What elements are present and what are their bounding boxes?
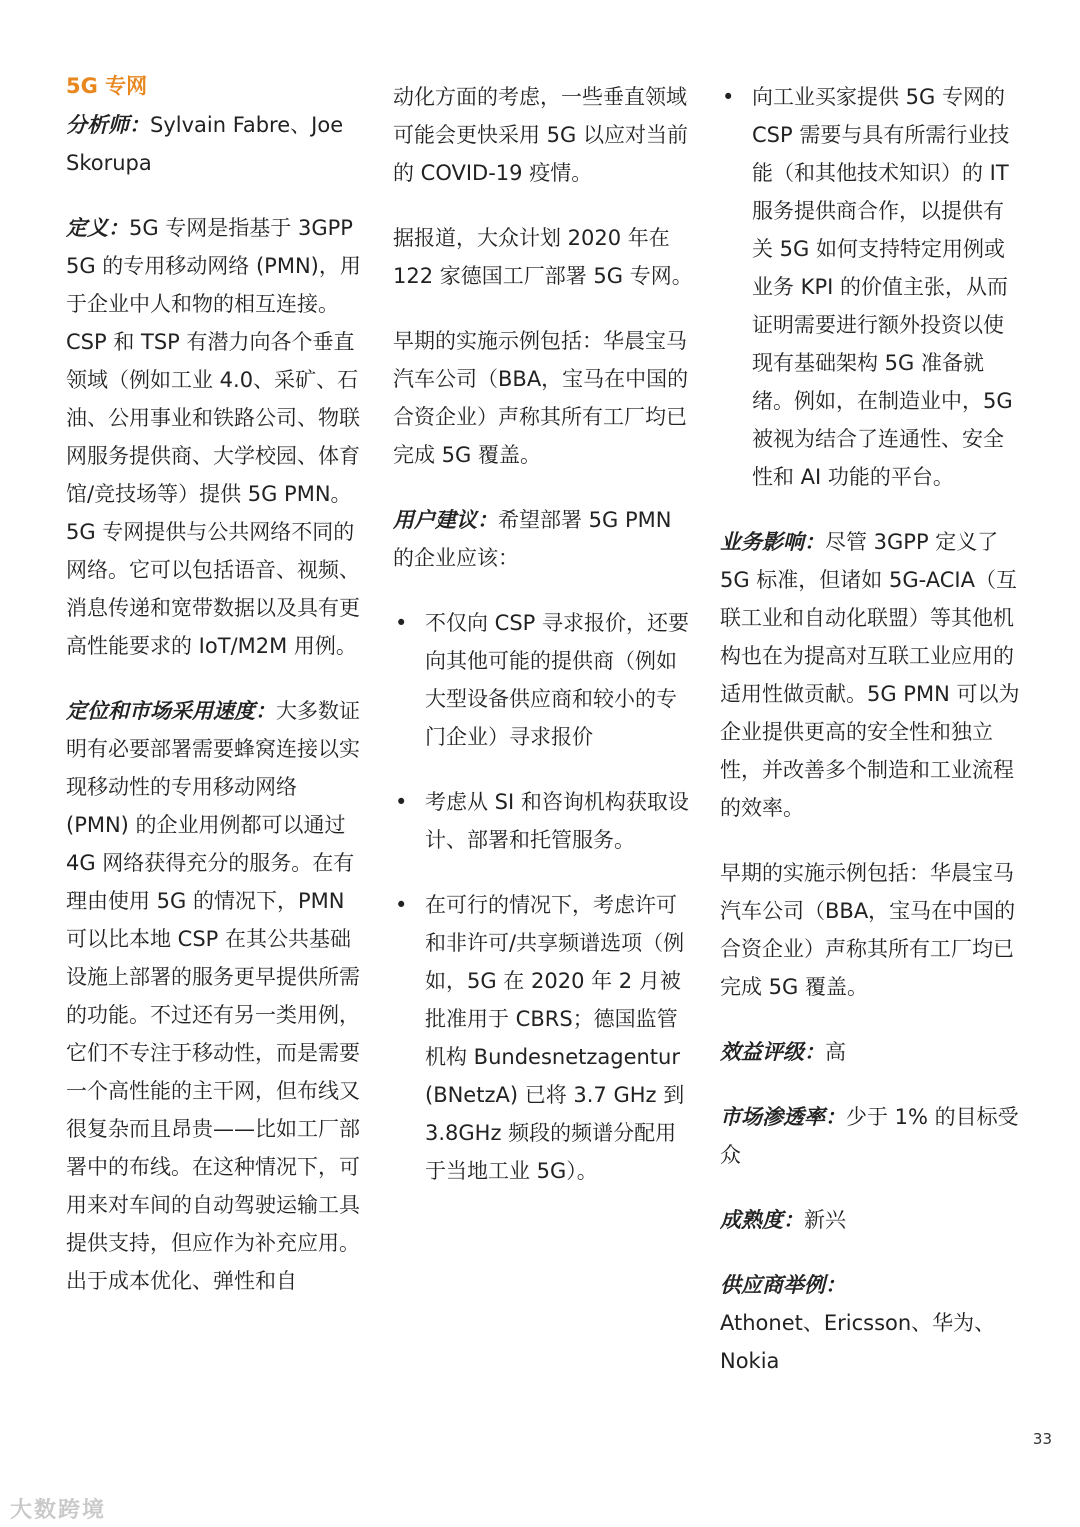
advice-text: 希望部署 5G PMN 的企业应该： <box>393 508 672 570</box>
continued-paragraph: 动化方面的考虑，一些垂直领域可能会更快采用 5G 以应对当前的 COVID-19 疫情。 <box>393 85 688 185</box>
advice-label: 用户建议： <box>393 508 498 532</box>
advice-paragraph <box>393 501 693 577</box>
impact-label: 业务影响： <box>720 530 825 554</box>
benefit-value: 高 <box>825 1040 846 1064</box>
definition-text: 5G 专网是指基于 3GPP 5G 的专用移动网络 (PMN)，用于企业中人和物的相互连接。CSP 和 TSP 有潜力向各个垂直领域（例如工业 4.0、采矿、石油、公用事业和铁路公司、物联网服务提供商、大学校园、体育馆/竞技场等）提供 5G PMN。5G 专网提供与公共网络不同的网络。它可以包括语音、视频、消息传递和宽带数据以及具有更高性能要求的 IoT/M2M 用例。 <box>66 216 361 658</box>
vendors-value: Athonet、Ericsson、华为、Nokia <box>720 1311 996 1373</box>
position-text: 大多数证明有必要部署需要蜂窝连接以实现移动性的专用移动网络 (PMN) 的企业用例都可以通过 4G 网络获得充分的服务。在有理由使用 5G 的情况下，PMN 可以比本地 CSP 在其公共基础设施上部署的服务更早提供所需的功能。不过还有另一类用例，它们不专注于移动性，而是需要一个高性能的主干网，但布线又很复杂而且昂贵——比如工厂部署中的布线。在这种情况下，可用来对车间的自动驾驶运输工具提供支持，但应作为补充应用。出于成本优化、弹性和自 <box>66 699 360 1293</box>
page-number: 33 <box>1032 1430 1052 1448</box>
definition-label: 定义： <box>66 216 129 240</box>
maturity-value: 新兴 <box>804 1208 846 1232</box>
maturity-paragraph <box>720 1201 1020 1239</box>
advice-list <box>393 604 693 1190</box>
analyst-label: 分析师： <box>66 113 150 137</box>
definition-paragraph <box>66 209 366 665</box>
penetration-label: 市场渗透率： <box>720 1105 846 1129</box>
vendors-paragraph <box>720 1266 1020 1380</box>
maturity-label: 成熟度： <box>720 1208 804 1232</box>
column-left <box>66 72 366 1327</box>
impact-paragraph <box>720 523 1020 827</box>
early-example-paragraph-2: 早期的实施示例包括：华晨宝马汽车公司（BBA，宝马在中国的合资企业）声称其所有工厂均已完成 5G 覆盖。 <box>720 861 1016 999</box>
position-paragraph <box>66 692 366 1300</box>
analyst-paragraph <box>66 106 366 182</box>
impact-text: 尽管 3GPP 定义了 5G 标准，但诸如 5G-ACIA（互联工业和自动化联盟）等其他机构也在为提高对互联工业应用的适用性做贡献。5G PMN 可以为企业提供更高的安全性和独立性，并改善多个制造和工业流程的效率。 <box>720 530 1020 820</box>
benefit-paragraph <box>720 1033 1020 1071</box>
benefit-label: 效益评级： <box>720 1040 825 1064</box>
advice-item: • 不仅向 CSP 寻求报价，还要向其他可能的提供商（例如大型设备供应商和较小的专门企业）寻求报价 <box>393 604 693 756</box>
column-middle <box>393 78 693 1217</box>
column-right <box>720 78 1020 1407</box>
vendors-label: 供应商举例： <box>720 1273 846 1297</box>
advice-item: • 向工业买家提供 5G 专网的 CSP 需要与具有所需行业技能（和其他技术知识）的 IT 服务提供商合作，以提供有关 5G 如何支持特定用例或业务 KPI 的价值主张，从而证明需要进行额外投资以使现有基础架构 5G 准备就绪。例如，在制造业中，5G 被视为结合了连通性、安全性和 AI 功能的平台。 <box>720 78 1020 496</box>
watermark: 大数跨境 <box>10 1498 107 1523</box>
penetration-value: 少于 1% 的目标受众 <box>720 1105 1019 1167</box>
early-example-paragraph: 早期的实施示例包括：华晨宝马汽车公司（BBA，宝马在中国的合资企业）声称其所有工厂均已完成 5G 覆盖。 <box>393 329 689 467</box>
advice-list-continued <box>720 78 1020 496</box>
report-paragraph: 据报道，大众计划 2020 年在 122 家德国工厂部署 5G 专网。 <box>393 226 693 288</box>
penetration-paragraph <box>720 1098 1020 1174</box>
analyst-value: Sylvain Fabre、Joe Skorupa <box>66 113 344 175</box>
position-label: 定位和市场采用速度： <box>66 699 276 723</box>
section-heading: 5G 专网 <box>66 74 148 98</box>
advice-item: • 考虑从 SI 和咨询机构获取设计、部署和托管服务。 <box>393 783 693 859</box>
advice-item: • 在可行的情况下，考虑许可和非许可/共享频谱选项（例如，5G 在 2020 年 2 月被批准用于 CBRS；德国监管机构 Bundesnetzagentur (BNetzA) 已将 3.7 GHz 到 3.8GHz 频段的频谱分配用于当地工业 5G）。 <box>393 886 693 1190</box>
